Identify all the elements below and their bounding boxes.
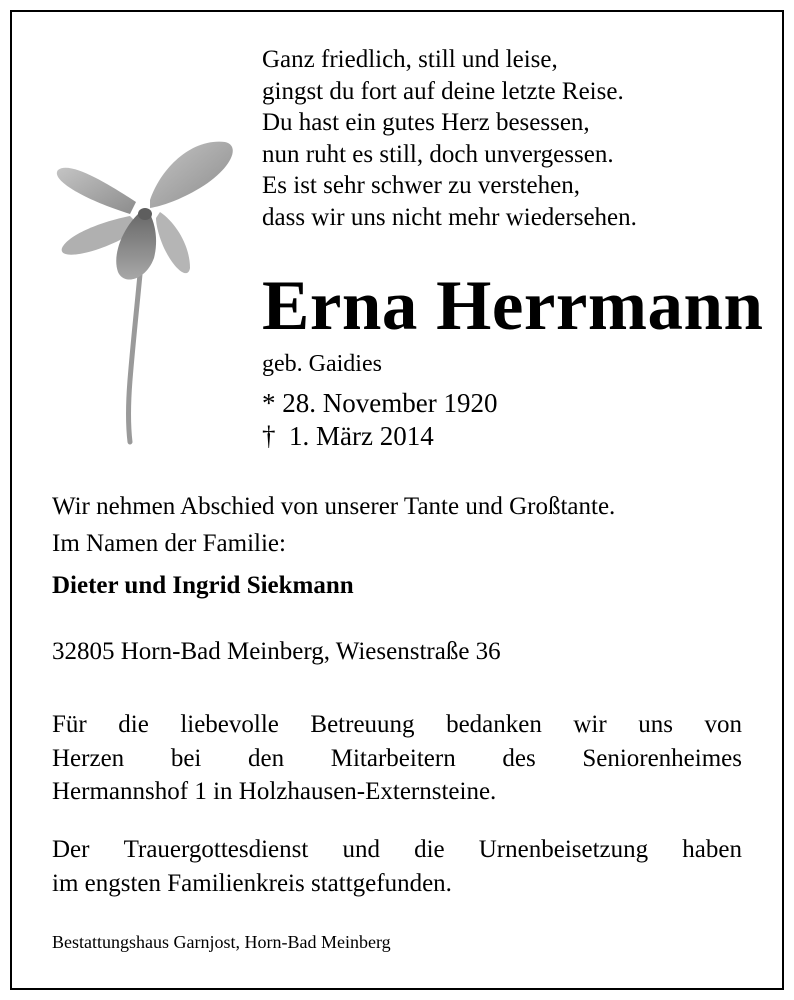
poem-line: Du hast ein gutes Herz besessen, [262, 109, 590, 136]
word: Herzen [52, 744, 125, 772]
word: liebevolle [180, 711, 279, 738]
death-date: 1. März 2014 [289, 421, 434, 451]
family-intro: Im Namen der Familie: [52, 530, 286, 557]
thanks-line: Hermannshof 1 in Holzhausen-Externsteine. [52, 778, 497, 805]
thanks-line [52, 708, 742, 742]
cross-symbol: † [262, 421, 276, 451]
family-names: Dieter und Ingrid Siekmann [52, 572, 354, 599]
word: Seniorenheimes [582, 744, 742, 772]
memorial-poem [262, 44, 637, 233]
poem-line: Es ist sehr schwer zu verstehen, [262, 172, 580, 199]
thanks-paragraph [52, 708, 742, 809]
word: Trauergottesdienst [123, 836, 309, 863]
poem-line: gingst du fort auf deine letzte Reise. [262, 77, 624, 105]
word: haben [682, 836, 742, 863]
word: Der [52, 836, 90, 863]
word: bedanken [446, 711, 542, 738]
word: Mitarbeitern [330, 744, 456, 772]
maiden-name: geb. Gaidies [262, 351, 382, 377]
word: von [704, 711, 742, 738]
thanks-line [52, 742, 742, 776]
word: bei [170, 744, 202, 772]
death-date-line [262, 420, 434, 452]
service-paragraph [52, 833, 742, 900]
poem-line: nun ruht es still, doch unvergessen. [262, 140, 614, 168]
poem-line: Ganz friedlich, still und leise, [262, 46, 558, 73]
word: des [502, 744, 536, 772]
word: Urnenbeisetzung [478, 836, 649, 863]
word: Betreuung [310, 711, 415, 738]
funeral-home: Bestattungshaus Garnjost, Horn-Bad Meinberg [52, 932, 391, 952]
service-line [52, 833, 742, 867]
word: uns [638, 711, 673, 738]
poem-line: dass wir uns nicht mehr wiedersehen. [262, 203, 637, 231]
word: den [248, 744, 285, 772]
word: wir [573, 711, 607, 738]
word: und [342, 836, 380, 863]
word: die [118, 711, 149, 738]
word: Für [52, 711, 87, 738]
violet-flower-icon [50, 130, 240, 450]
deceased-name: Erna Herrmann [262, 267, 764, 345]
birth-date: * 28. November 1920 [262, 388, 498, 418]
farewell-text: Wir nehmen Abschied von unserer Tante und Großtante. [52, 493, 616, 520]
family-address: 32805 Horn-Bad Meinberg, Wiesenstraße 36 [52, 638, 501, 665]
word: die [414, 836, 445, 863]
service-line: im engsten Familienkreis stattgefunden. [52, 869, 452, 897]
